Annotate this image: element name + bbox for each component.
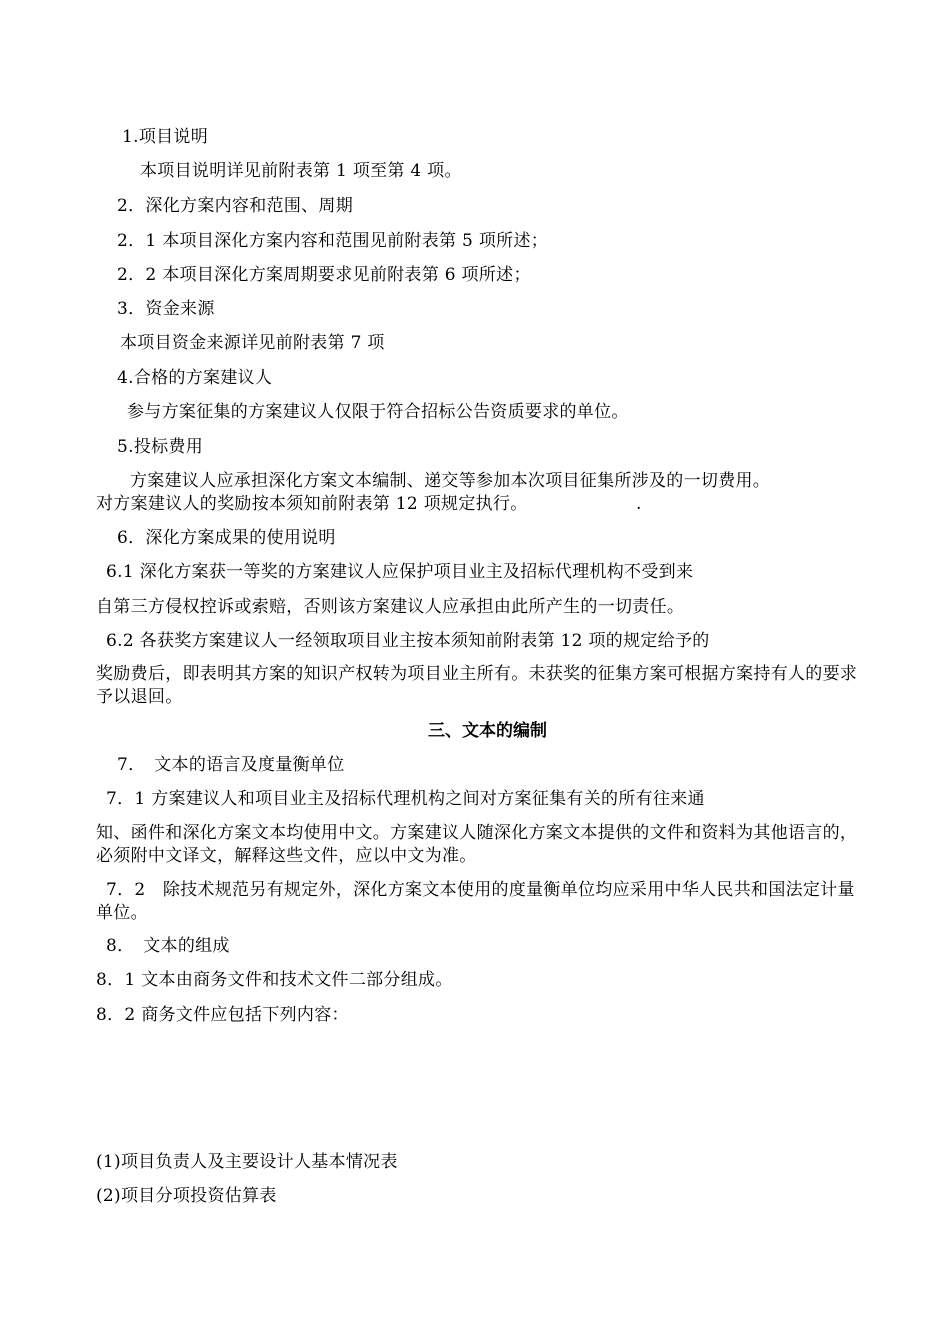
section-3-body: 本项目资金来源详见前附表第 7 项 — [120, 333, 385, 353]
section-6-2-line1: 6.2 各获奖方案建议人一经领取项目业主按本须知前附表第 12 项的规定给予的 — [106, 631, 710, 651]
section-4-body: 参与方案征集的方案建议人仅限于符合招标公告资质要求的单位。 — [127, 402, 629, 422]
stray-dot: . — [636, 494, 642, 514]
section-7-1-line2: 知、函件和深化方案文本均使用中文。方案建议人随深化方案文本提供的文件和资料为其他语言的，必须附中文译文，解释这些文件，应以中文为准。 — [96, 823, 858, 866]
section-7-2: 7．2 除技术规范另有规定外，深化方案文本使用的度量衡单位均应采用中华人民共和国法定计量单位。 — [96, 880, 855, 923]
section-1-body: 本项目说明详见前附表第 1 项至第 4 项。 — [140, 161, 462, 181]
section-6-2-line2: 奖励费后，即表明其方案的知识产权转为项目业主所有。未获奖的征集方案可根据方案持有人的要求予以退回。 — [96, 664, 858, 707]
section-7-title: 7． 文本的语言及度量衡单位 — [117, 755, 345, 775]
section-8-2: 8．2 商务文件应包括下列内容： — [96, 1005, 349, 1025]
section-1-title: 1.项目说明 — [122, 127, 209, 147]
section-5-title: 5.投标费用 — [117, 437, 204, 457]
section-7-1-line1: 7．1 方案建议人和项目业主及招标代理机构之间对方案征集有关的所有往来通 — [106, 789, 705, 809]
section-2-1: 2．1 本项目深化方案内容和范围见前附表第 5 项所述； — [117, 231, 549, 251]
section-5-body-line2: 对方案建议人的奖励按本须知前附表第 12 项规定执行。 — [96, 494, 528, 514]
section-4-title: 4.合格的方案建议人 — [117, 368, 273, 388]
section-6-title: 6．深化方案成果的使用说明 — [117, 528, 336, 548]
section-8-title: 8． 文本的组成 — [106, 936, 230, 956]
section-6-1-line1: 6.1 深化方案获一等奖的方案建议人应保护项目业主及招标代理机构不受到来 — [106, 562, 694, 582]
section-6-1-line2: 自第三方侵权控诉或索赔，否则该方案建议人应承担由此所产生的一切责任。 — [96, 597, 685, 617]
section-2-2: 2．2 本项目深化方案周期要求见前附表第 6 项所述； — [117, 265, 531, 285]
section-5-body-line1: 方案建议人应承担深化方案文本编制、递交等参加本次项目征集所涉及的一切费用。 — [130, 471, 771, 491]
list-item-1: (1)项目负责人及主要设计人基本情况表 — [96, 1152, 398, 1172]
section-8-1: 8．1 文本由商务文件和技术文件二部分组成。 — [96, 970, 453, 990]
section-2-title: 2．深化方案内容和范围、周期 — [117, 196, 354, 216]
list-item-2: (2)项目分项投资估算表 — [96, 1186, 277, 1206]
section-3-title: 3．资金来源 — [117, 299, 215, 319]
chapter-3-heading: 三、文本的编制 — [428, 721, 547, 741]
